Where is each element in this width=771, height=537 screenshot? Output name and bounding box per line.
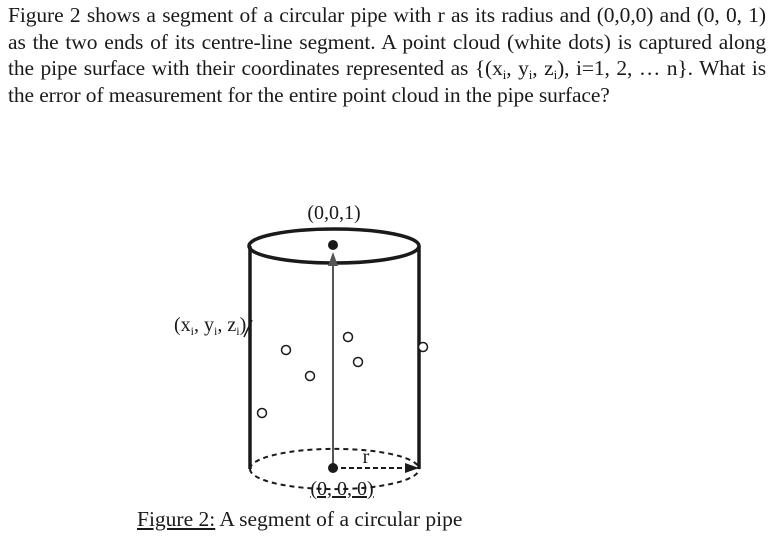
point-label-subscript: i bbox=[214, 324, 218, 338]
bottom-endpoint-label: (0, 0, 0) bbox=[310, 478, 374, 500]
caption-text: A segment of a circular pipe bbox=[215, 507, 463, 531]
cloud-point bbox=[354, 358, 363, 367]
point-label-subscript: i bbox=[190, 324, 195, 338]
subscript-i: i bbox=[553, 67, 558, 82]
cloud-point bbox=[419, 343, 428, 352]
question-part-2: ), i=1, 2, … n}. What is the error of measurement for the entire point cloud in the pipe surface? bbox=[8, 56, 766, 107]
subscript-i: i bbox=[502, 67, 507, 82]
point-label-close: ) bbox=[239, 314, 247, 336]
cloud-point bbox=[258, 409, 267, 418]
cloud-point bbox=[306, 372, 315, 381]
point-label-subscript: i bbox=[236, 324, 240, 338]
point-label-separator: , z bbox=[217, 314, 237, 336]
question-separator: , y bbox=[506, 56, 529, 80]
subscript-i: i bbox=[528, 67, 533, 82]
question-part-1: Figure 2 shows a segment of a circular pipe with r as its radius and (0,0,0) and (0, 0, 1) as the two ends of its centre-line segment. A point cloud (white dots) is captured along the pipe surface with their coordinates represented as {(x bbox=[8, 3, 766, 80]
point-label-separator: , y bbox=[194, 314, 215, 336]
caption-label: Figure 2: bbox=[137, 507, 216, 531]
centre-line-arrowhead bbox=[328, 252, 338, 266]
top-endpoint-label: (0,0,1) bbox=[307, 202, 361, 224]
top-endpoint bbox=[328, 240, 338, 250]
radius-label: r bbox=[362, 446, 370, 468]
cloud-point bbox=[344, 333, 353, 342]
cloud-point bbox=[282, 346, 291, 355]
point-label-open: (x bbox=[174, 314, 191, 336]
point-coordinate-label bbox=[174, 314, 246, 338]
figure-caption bbox=[137, 506, 462, 532]
question-separator: , z bbox=[532, 56, 554, 80]
